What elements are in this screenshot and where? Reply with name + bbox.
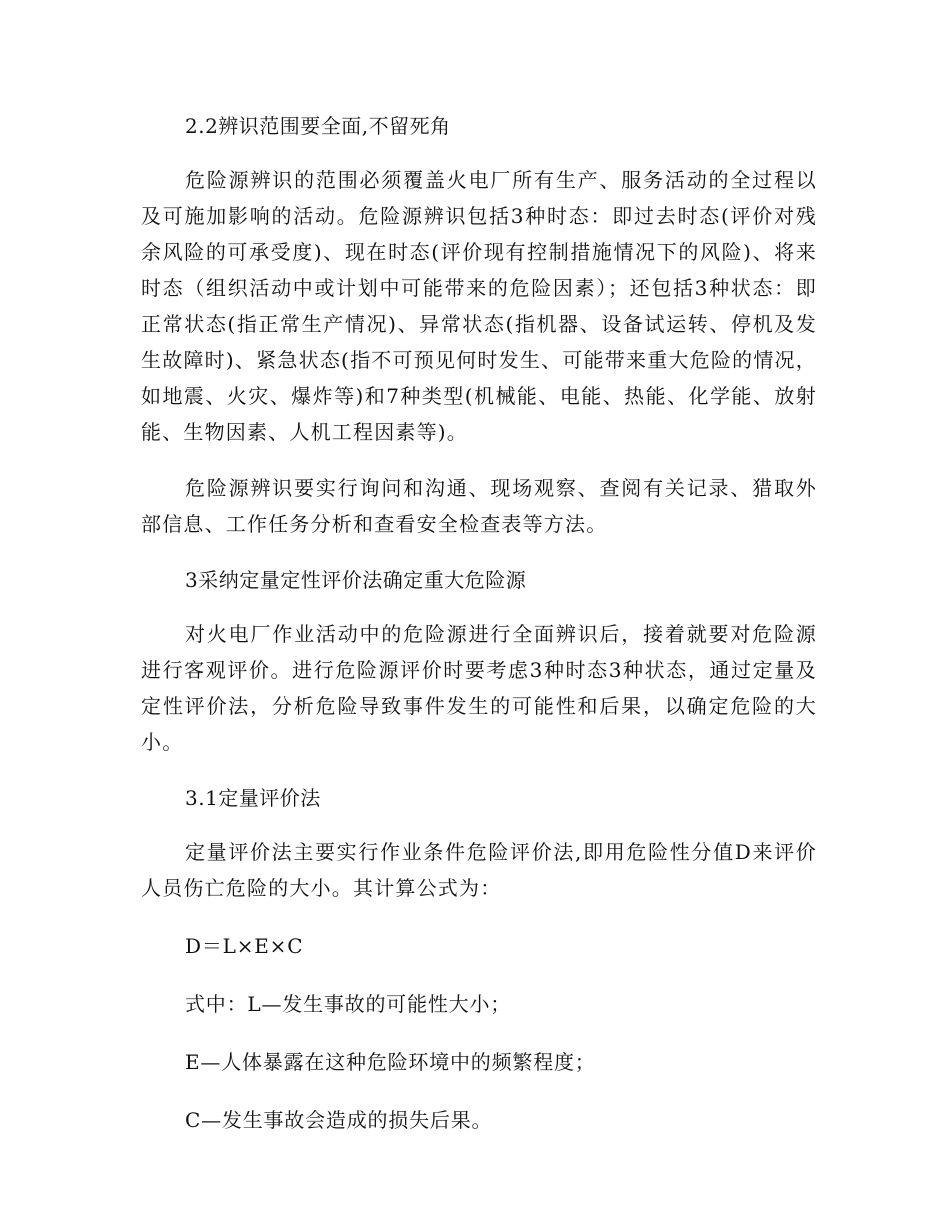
paragraph-quantitative-method: 定量评价法主要实行作业条件危险评价法,即用危险性分值D来评价人员伤亡危险的大小。其计算公式为： — [141, 840, 817, 900]
definition-e: E—人体暴露在这种危险环境中的频繁程度； — [185, 1050, 596, 1074]
formula-line: D＝L×E×C — [185, 934, 304, 958]
spacer — [141, 1022, 817, 1044]
spacer — [141, 964, 817, 986]
spacer — [141, 450, 817, 470]
spacer — [141, 144, 817, 162]
definition-c: C—发生事故会造成的损失后果。 — [185, 1108, 493, 1132]
document-body — [141, 108, 817, 1138]
spacer — [141, 542, 817, 562]
spacer — [141, 1080, 817, 1102]
definition-l: 式中：L—发生事故的可能性大小； — [185, 992, 512, 1016]
spacer — [141, 816, 817, 834]
spacer — [141, 906, 817, 928]
section-heading-3-1: 3.1定量评价法 — [185, 786, 321, 810]
paragraph-hazard-scope: 危险源辨识的范围必须覆盖火电厂所有生产、服务活动的全过程以及可施加影响的活动。危险源辨识包括3种时态：即过去时态(评价对残余风险的可承受度)、现在时态(评价现有控制措施情况下的风险)、将来时态（组织活动中或计划中可能带来的危险因素）；还包括3种状态：即正常状态(指正常生产情况)、异常状态(指机器、设备试运转、停机及发生故障时)、紧急状态(指不可预见何时发生、可能带来重大危险的情况，如地震、火灾、爆炸等)和7种类型(机械能、电能、热能、化学能、放射能、生物因素、人机工程因素等)。 — [141, 168, 817, 444]
section-heading-2-2: 2.2辨识范围要全面,不留死角 — [185, 114, 451, 138]
spacer — [141, 598, 817, 616]
section-heading-3: 3采纳定量定性评价法确定重大危险源 — [185, 568, 527, 592]
paragraph-risk-evaluation: 对火电厂作业活动中的危险源进行全面辨识后，接着就要对危险源进行客观评价。进行危险源评价时要考虑3种时态3种状态，通过定量及定性评价法，分析危险导致事件发生的可能性和后果，以确定危险的大小。 — [141, 622, 817, 754]
spacer — [141, 760, 817, 780]
paragraph-identification-methods: 危险源辨识要实行询问和沟通、现场观察、查阅有关记录、猎取外部信息、工作任务分析和查看安全检查表等方法。 — [141, 476, 817, 536]
